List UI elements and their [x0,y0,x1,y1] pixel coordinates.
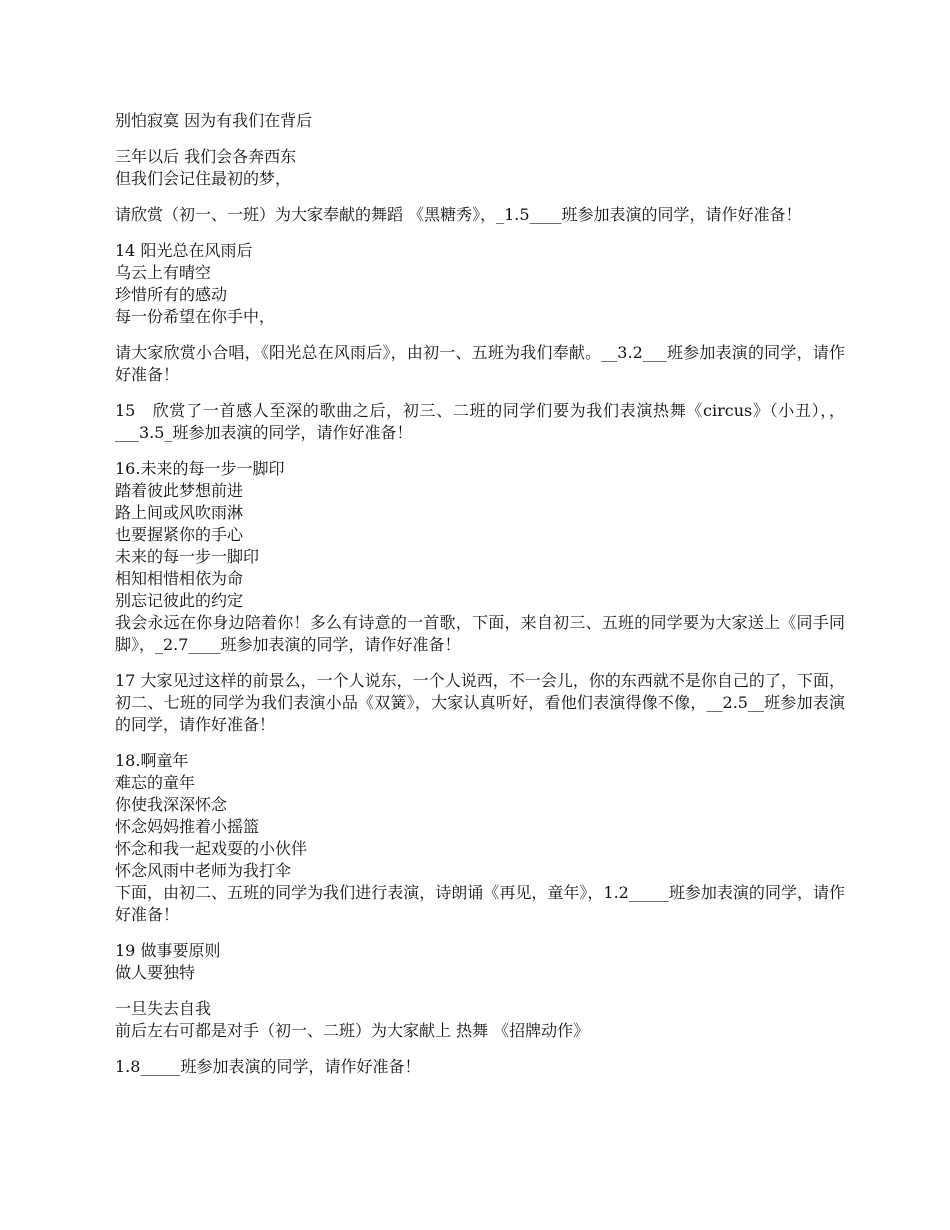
text-line: 做人要独特 [115,963,196,982]
text-line: 珍惜所有的感动 [115,285,228,304]
text-line: 三年以后 我们会各奔西东 [115,147,297,166]
paragraph-11 [115,998,845,1042]
paragraph-7 [115,458,845,656]
document-page [115,110,845,1092]
paragraph-5 [115,342,845,386]
text-line: 你使我深深怀念 [115,795,228,814]
paragraph-3 [115,204,845,226]
text-line: 怀念风雨中老师为我打伞 [115,861,292,880]
text-line: 1.8_____班参加表演的同学，请作好准备！ [115,1057,421,1076]
text-line: 但我们会记住最初的梦， [115,169,292,188]
text-block: 17 大家见过这样的前景么，一个人说东，一个人说西，不一会儿，你的东西就不是你自己的了，下面，初二、七班的同学为我们表演小品《双簧》，大家认真听好，看他们表演得像不像，__2.5__班参加表演的同学，请作好准备！ [115,671,845,734]
text-line: 一旦失去自我 [115,999,212,1018]
text-block: 下面，由初二、五班的同学为我们进行表演，诗朗诵《再见，童年》，1.2_____班参加表演的同学，请作好准备！ [115,883,845,924]
text-block: 请欣赏（初一、一班）为大家奉献的舞蹈 《黑糖秀》，_1.5____班参加表演的同学，请作好准备！ [115,205,802,224]
paragraph-1 [115,110,845,132]
text-line: 别怕寂寞 因为有我们在背后 [115,111,313,130]
text-line: 乌云上有晴空 [115,263,212,282]
paragraph-8 [115,670,845,736]
text-line: 路上间或风吹雨淋 [115,503,244,522]
paragraph-10 [115,940,845,984]
text-line: 难忘的童年 [115,773,196,792]
paragraph-2 [115,146,845,190]
text-line: 也要握紧你的手心 [115,525,244,544]
paragraph-12 [115,1056,845,1078]
text-line: 未来的每一步一脚印 [115,547,260,566]
text-line: 踏着彼此梦想前进 [115,481,244,500]
paragraph-4 [115,240,845,328]
text-line: 别忘记彼此的约定 [115,591,244,610]
text-line: 14 阳光总在风雨后 [115,241,253,260]
text-line: 18.啊童年 [115,751,189,770]
paragraph-6 [115,400,845,444]
text-line: 怀念妈妈推着小摇篮 [115,817,260,836]
text-line: 每一份希望在你手中， [115,307,276,326]
text-line: 16.未来的每一步一脚印 [115,459,285,478]
paragraph-9 [115,750,845,926]
text-block: 请大家欣赏小合唱，《阳光总在风雨后》，由初一、五班为我们奉献。__3.2___班参加表演的同学，请作好准备！ [115,343,845,384]
text-block: 我会永远在你身边陪着你！多么有诗意的一首歌，下面，来自初三、五班的同学要为大家送上《同手同脚》，_2.7____班参加表演的同学，请作好准备！ [115,613,845,654]
text-line: 怀念和我一起戏耍的小伙伴 [115,839,308,858]
text-line: 前后左右可都是对手（初一、二班）为大家献上 热舞 《招牌动作》 [115,1021,590,1040]
text-block: 15 欣赏了一首感人至深的歌曲之后，初三、二班的同学们要为我们表演热舞《circus》（小丑），，___3.5_班参加表演的同学，请作好准备！ [115,401,845,442]
text-line: 相知相惜相依为命 [115,569,244,588]
text-line: 19 做事要原则 [115,941,221,960]
